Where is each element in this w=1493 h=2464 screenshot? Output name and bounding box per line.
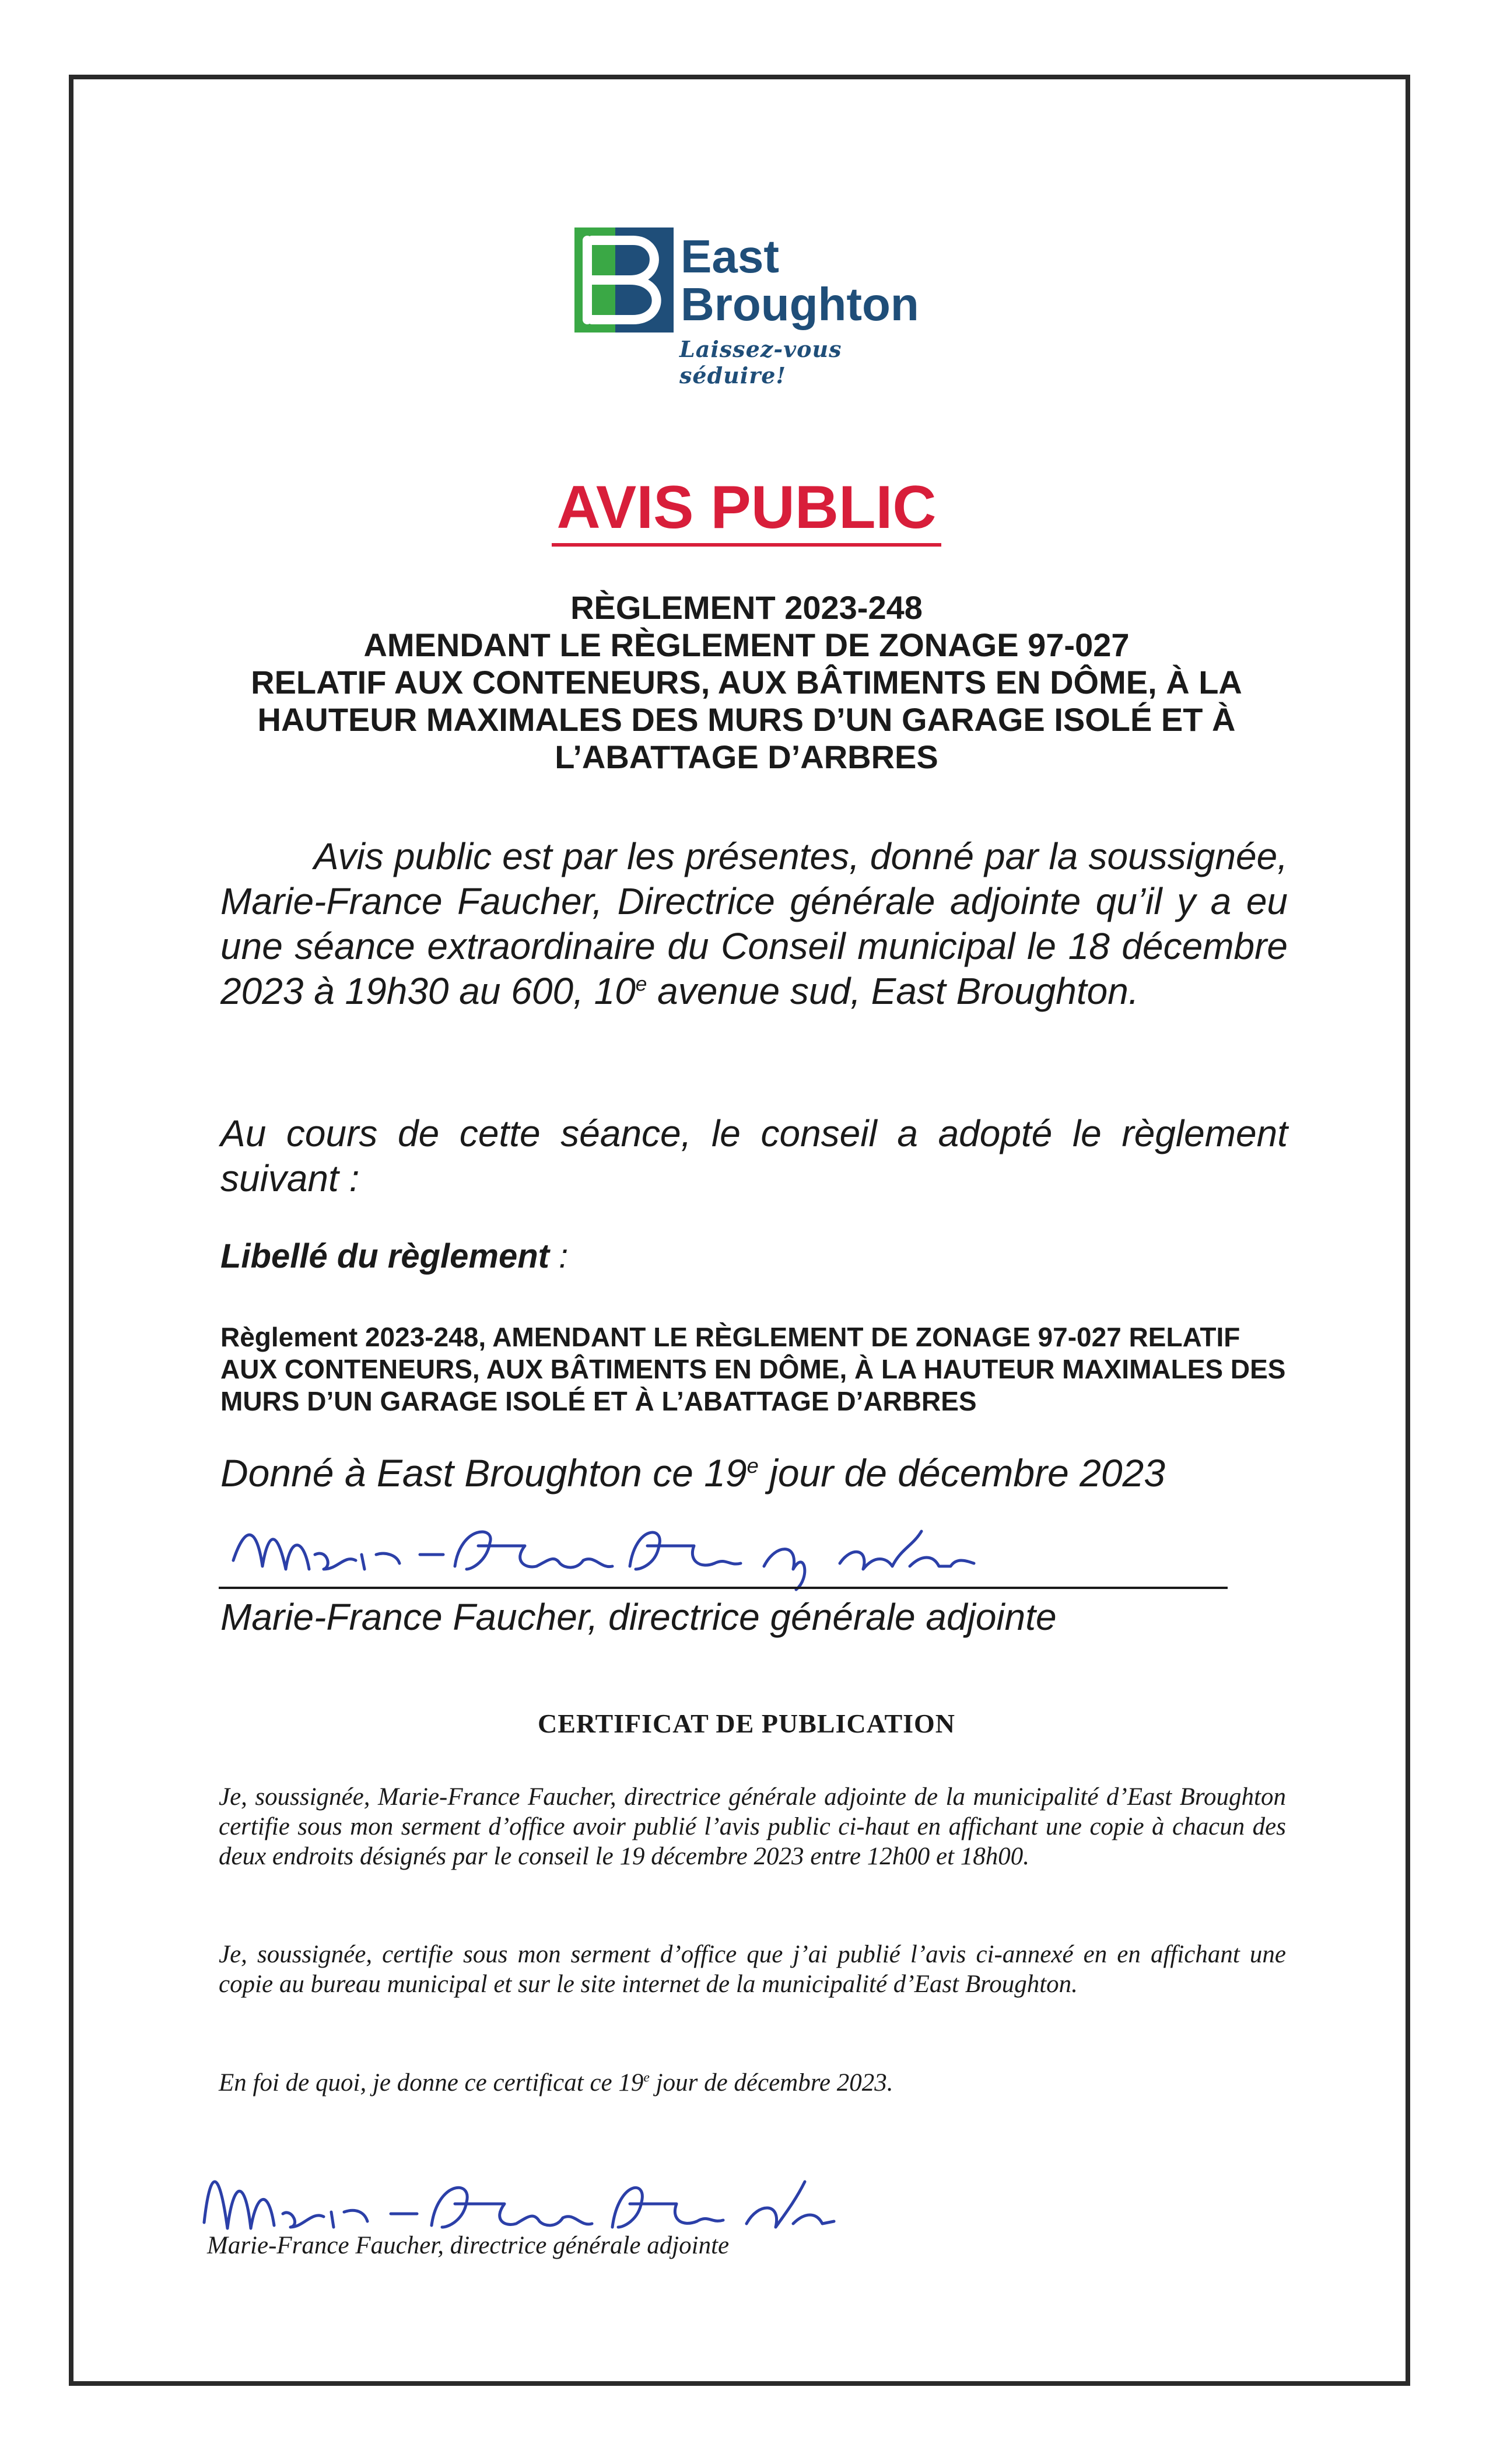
heading-line: RELATIF AUX CONTENEURS, AUX BÂTIMENTS EN DÔME, À LA — [251, 664, 1242, 701]
page-border — [69, 75, 1410, 2386]
east-broughton-logo — [574, 228, 948, 388]
heading-line: RÈGLEMENT 2023-248 — [570, 589, 923, 626]
signatory-name: Marie-France Faucher, directrice générale adjointe — [220, 1596, 1057, 1638]
heading-line: L’ABATTAGE D’ARBRES — [555, 738, 938, 775]
logo-tagline: Laissez-vous séduire! — [679, 336, 842, 388]
eb-emblem-icon — [574, 228, 674, 332]
certificate-closing: En foi de quoi, je donne ce certificat ce 19e jour de décembre 2023. — [219, 2069, 893, 2096]
signature-line — [219, 1587, 1228, 1589]
handwritten-signature — [222, 1514, 1026, 1595]
reglement-heading — [175, 589, 1318, 776]
document-title: AVIS PUBLIC — [0, 475, 1493, 547]
reglement-label: Libellé du règlement : — [220, 1237, 569, 1275]
heading-line: AMENDANT LE RÈGLEMENT DE ZONAGE 97-027 — [363, 626, 1130, 663]
notice-paragraph: Avis public est par les présentes, donné par la soussignée, Marie-France Faucher, Directrice générale adjointe qu’il y a eu une séance extraordinaire du Conseil municipal le 18 décembre 2023 à 19h30 au 600, 10e avenue sud, East Broughton. — [220, 835, 1288, 1012]
reglement-title: Règlement 2023-248, AMENDANT LE RÈGLEMENT DE ZONAGE 97-027 RELATIF AUX CONTENEURS, AUX BÂTIMENTS EN DÔME, À LA HAUTEUR MAXIMALES DES MURS D’UN GARAGE ISOLÉ ET À L’ABATTAGE D’ARBRES — [220, 1322, 1286, 1416]
certificate-paragraph: Je, soussignée, certifie sous mon serment d’office que j’ai publié l’avis ci-annexé en en affichant une copie au bureau municipal et sur le site internet de la municipalité d’East Broughton. — [219, 1941, 1286, 1998]
certificate-paragraph: Je, soussignée, Marie-France Faucher, directrice générale adjointe de la municipalité d’East Broughton certifie sous mon serment d’office avoir publié l’avis public ci-haut en affichant une copie à chacun des deux endroits désignés par le conseil le 19 décembre 2023 entre 12h00 et 18h00. — [219, 1783, 1286, 1870]
heading-line: HAUTEUR MAXIMALES DES MURS D’UN GARAGE ISOLÉ ET À — [257, 701, 1236, 738]
given-date: Donné à East Broughton ce 19e jour de décembre 2023 — [220, 1451, 1165, 1494]
adoption-paragraph: Au cours de cette séance, le conseil a adopté le règlement suivant : — [220, 1112, 1288, 1199]
logo-line-1: East — [681, 230, 779, 282]
logo-line-2: Broughton — [681, 278, 919, 330]
certificate-title: CERTIFICAT DE PUBLICATION — [537, 1709, 956, 1738]
certificate-signatory-name: Marie-France Faucher, directrice générale adjointe — [207, 2232, 730, 2259]
